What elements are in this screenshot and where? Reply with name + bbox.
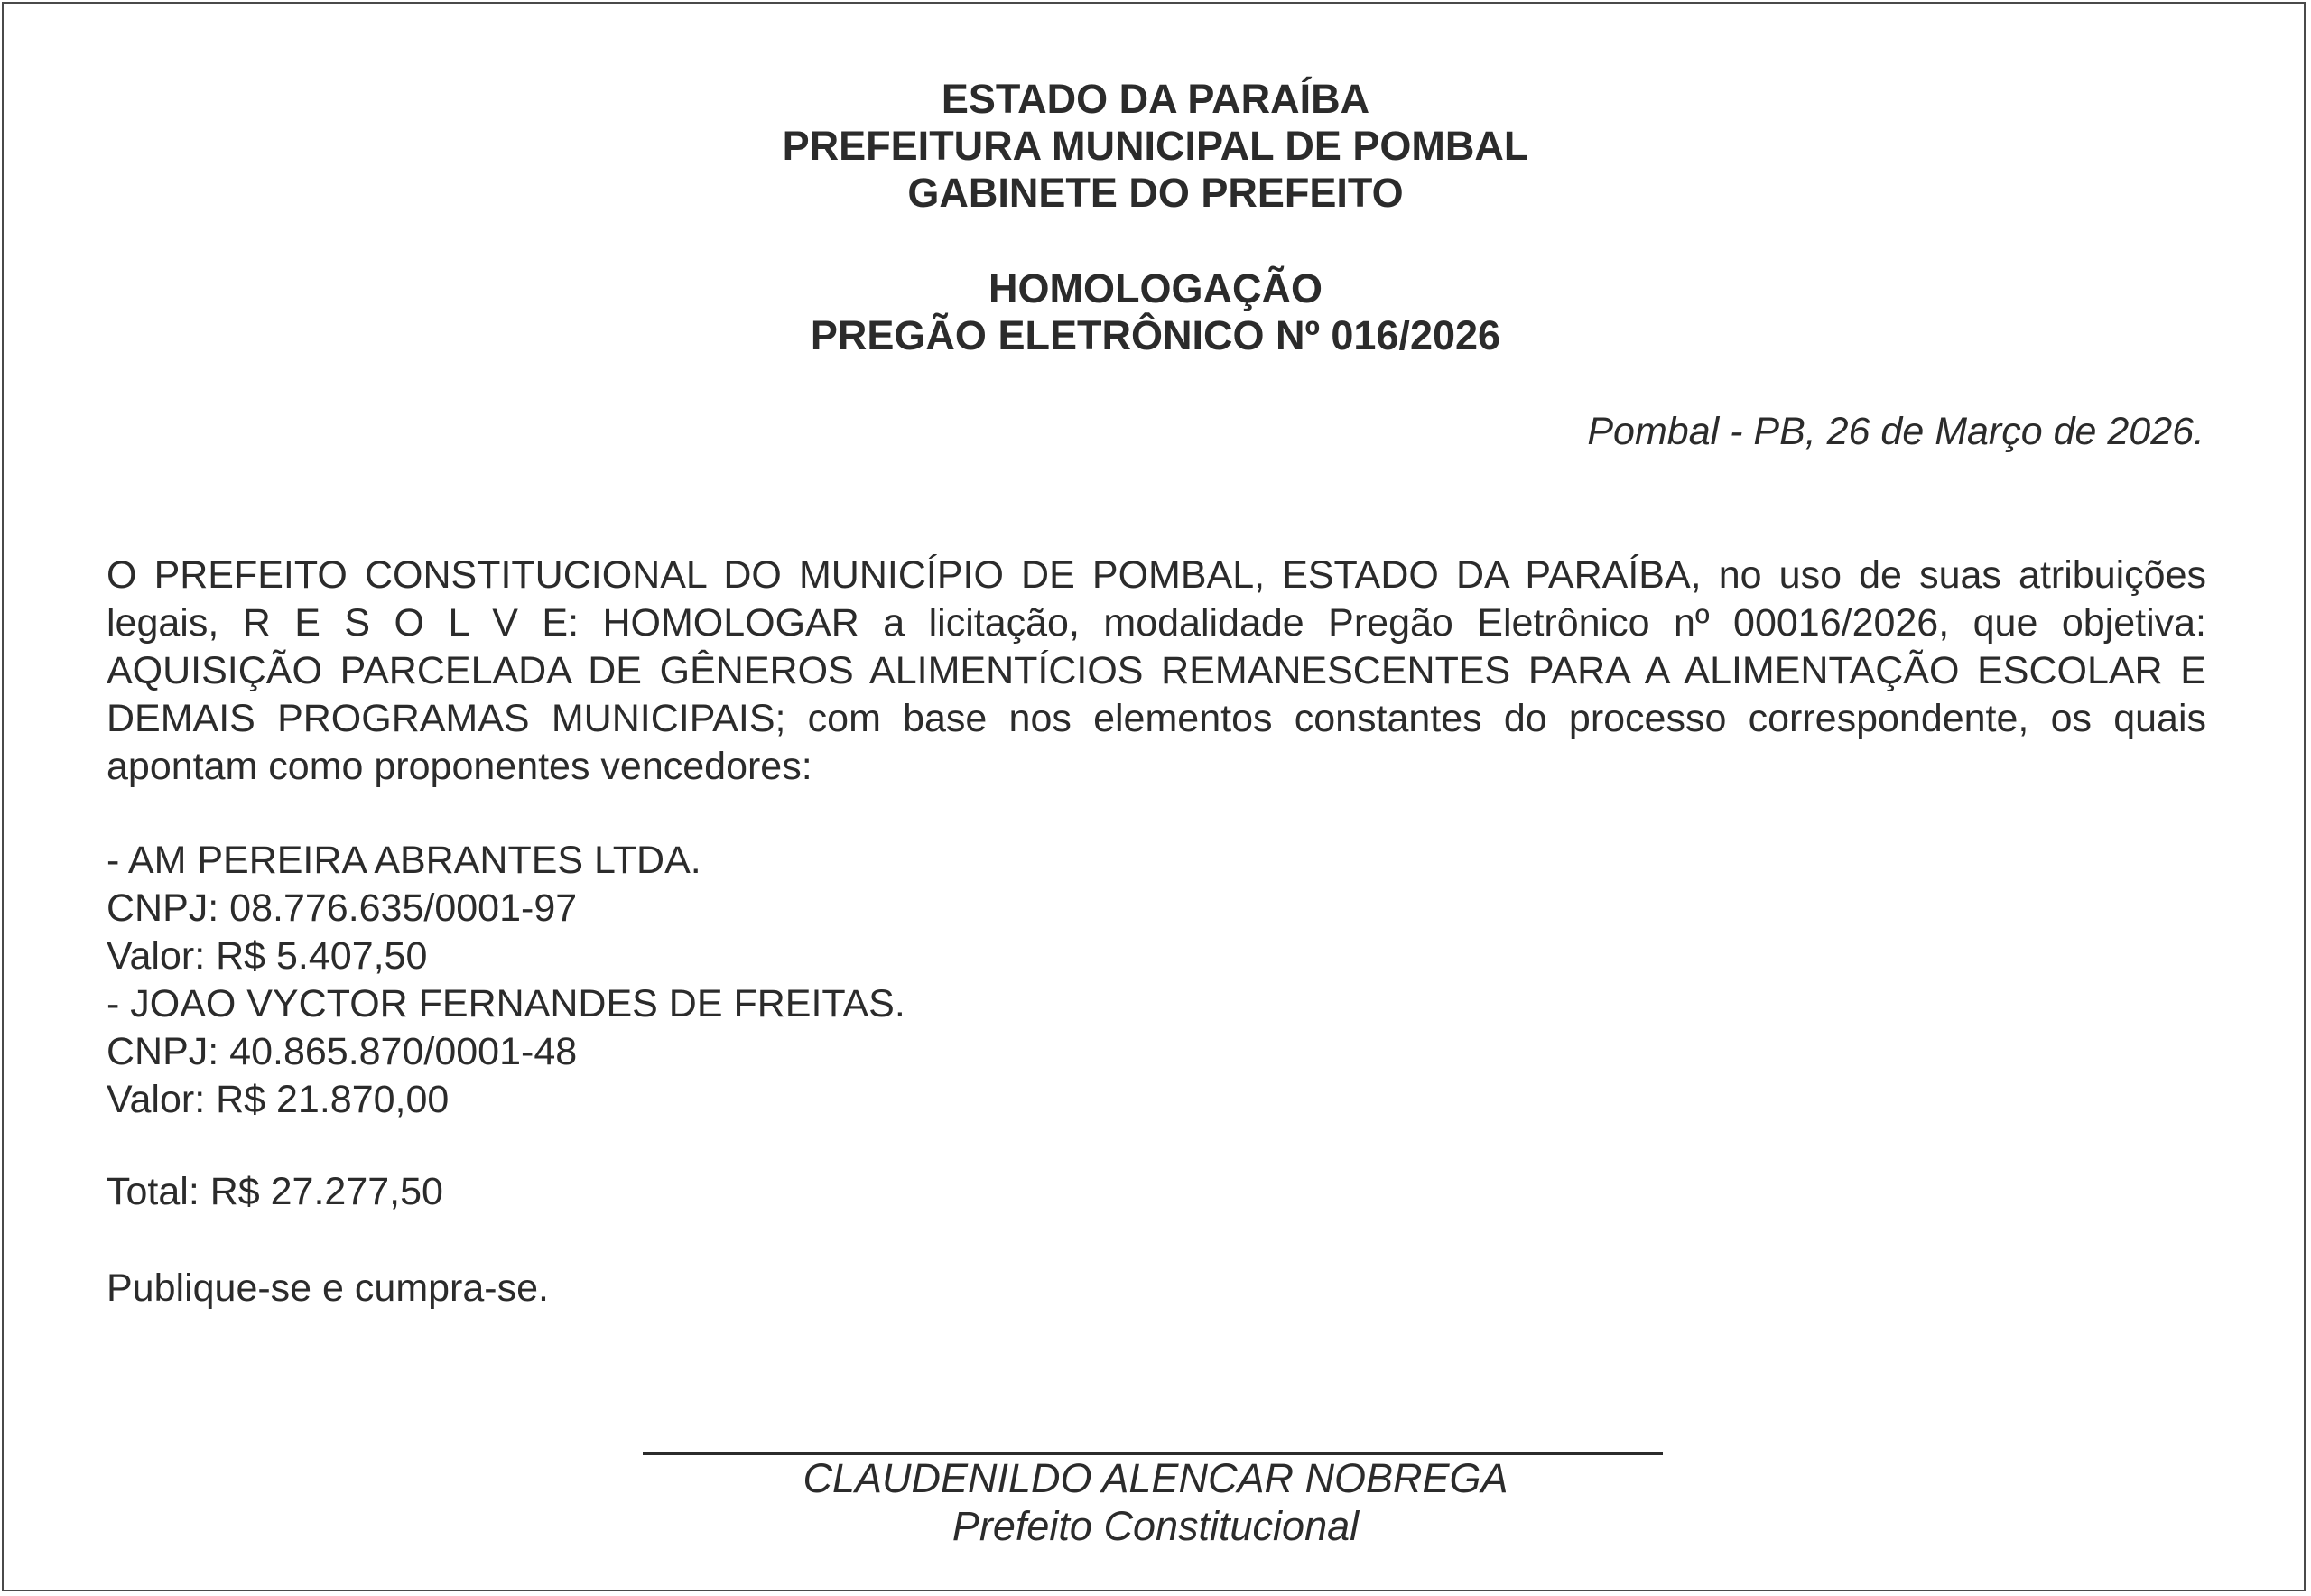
document-date: Pombal - PB, 26 de Março de 2026. <box>1587 410 2204 453</box>
winner-valor: Valor: R$ 21.870,00 <box>107 1078 450 1121</box>
winner-cnpj: CNPJ: 08.776.635/0001-97 <box>107 886 578 930</box>
header-office: GABINETE DO PREFEITO <box>907 170 1404 216</box>
header-municipality: PREFEITURA MUNICIPAL DE POMBAL <box>782 123 1529 169</box>
winner-cnpj: CNPJ: 40.865.870/0001-48 <box>107 1030 578 1073</box>
signatory-name: CLAUDENILDO ALENCAR NOBREGA <box>803 1455 1508 1501</box>
header-state: ESTADO DA PARAÍBA <box>941 76 1370 122</box>
resolution-paragraph: O PREFEITO CONSTITUCIONAL DO MUNICÍPIO DE POMBAL, ESTADO DA PARAÍBA, no uso de suas atribuições legais, R E S O L V E: HOMOLOGAR a licitação, modalidade Pregão Eletrônico nº 00016/2026, que objetiva: AQUISIÇÃO PARCELADA DE GÊNEROS ALIMENTÍCIOS REMANESCENTES PARA A ALIMENTAÇÃO ESCOLAR E DEMAIS PROGRAMAS MUNICIPAIS; com base nos elementos constantes do processo correspondente, os quais apontam como proponentes vencedores: <box>107 553 2206 788</box>
signature-block <box>0 1454 2311 1550</box>
winner-name: - AM PEREIRA ABRANTES LTDA. <box>107 839 701 882</box>
winner-name: - JOAO VYCTOR FERNANDES DE FREITAS. <box>107 982 905 1025</box>
document-title <box>0 265 2311 359</box>
signatory-role: Prefeito Constitucional <box>951 1503 1360 1549</box>
title-homologacao: HOMOLOGAÇÃO <box>988 265 1323 311</box>
document-header <box>0 76 2311 217</box>
winner-valor: Valor: R$ 5.407,50 <box>107 934 428 978</box>
document-border <box>2 2 2306 1591</box>
winners-list <box>107 837 905 1124</box>
total-value: Total: R$ 27.277,50 <box>107 1170 443 1213</box>
title-pregao: PREGÃO ELETRÔNICO Nº 016/2026 <box>810 312 1501 358</box>
closing-statement: Publique-se e cumpra-se. <box>107 1267 549 1310</box>
